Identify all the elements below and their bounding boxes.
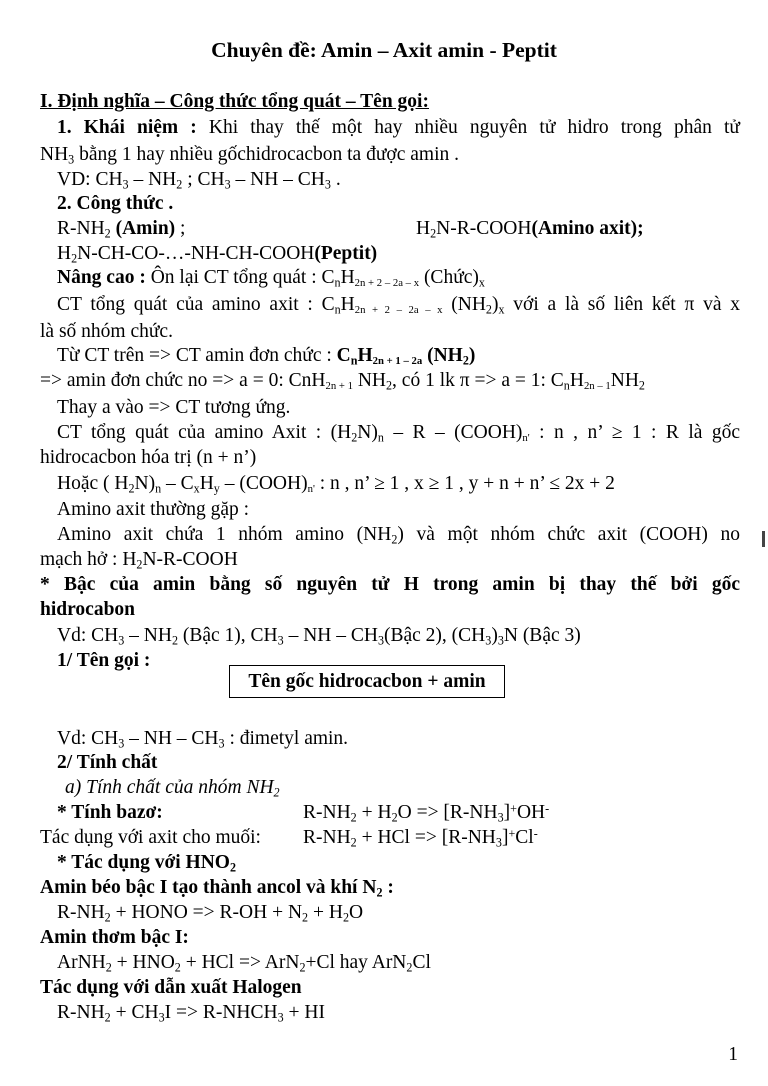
superscript: + xyxy=(508,826,516,841)
subscript: 3 xyxy=(224,177,231,192)
text: ArNH xyxy=(57,952,106,973)
text: (Chức) xyxy=(419,267,479,288)
subscript: 3 xyxy=(497,633,504,648)
peptit-formula xyxy=(57,244,740,264)
text: (Bậc 2), (CH xyxy=(384,625,486,646)
text: O => [R-NH xyxy=(397,802,498,823)
text: OH xyxy=(516,802,546,823)
text: + HONO => R-OH + N xyxy=(110,902,303,923)
subscript: n xyxy=(334,275,341,290)
text: , có 1 lk π => a = 1: C xyxy=(392,370,564,391)
subscript: 3 xyxy=(495,835,502,850)
subscript: 3 xyxy=(122,177,129,192)
properties-heading: 2/ Tính chất xyxy=(57,752,158,773)
text: N-R-COOH xyxy=(142,549,238,570)
subscript: 2 xyxy=(171,633,178,648)
text: + CH xyxy=(110,1002,159,1023)
definition-line-2 xyxy=(40,145,740,165)
subscript: 2 xyxy=(302,910,309,925)
saturated-amine-line xyxy=(40,371,740,391)
text: H xyxy=(569,370,584,391)
text: CT tổng quát của amino Axit : (H xyxy=(57,422,352,443)
naming-example-line xyxy=(57,729,740,749)
text: . xyxy=(330,169,341,190)
halogen-heading: Tác dụng với dẫn xuất Halogen xyxy=(40,977,302,998)
substitute-line: Thay a vào => CT tương ứng. xyxy=(57,397,291,418)
text: I => R-NHCH xyxy=(164,1002,278,1023)
text: a) Tính chất của nhóm NH xyxy=(65,777,274,798)
aromatic-amine-heading: Amin thơm bậc I: xyxy=(40,927,189,948)
text: + HCl => [R-NH xyxy=(356,827,496,848)
amino-acid-general-line-2: hidrocacbon hóa trị (n + n’) xyxy=(40,447,257,468)
halogen-equation xyxy=(57,1003,740,1023)
text: H xyxy=(57,243,72,264)
subscript: 2n + 2 – 2a – x xyxy=(354,304,443,316)
mono-amine-line xyxy=(57,346,740,366)
text: CT tổng quát của amino axit : C xyxy=(57,294,335,315)
amino-acid-contains-line xyxy=(57,525,740,545)
subscript: n xyxy=(155,481,162,496)
text: : n , n’ ≥ 1 , x ≥ 1 , y + n + n’ ≤ 2x + 2 xyxy=(314,473,615,494)
amino-general-line-2: là số nhóm chức. xyxy=(40,321,173,342)
amino-acid-formula xyxy=(416,219,740,239)
text: H xyxy=(340,267,355,288)
superscript: + xyxy=(510,801,517,816)
subscript: 2 xyxy=(350,835,357,850)
subscript: 3 xyxy=(118,736,125,751)
text: mạch hở : H xyxy=(40,549,137,570)
text: R-NH xyxy=(57,1002,105,1023)
subscript: 2 xyxy=(174,960,181,975)
subscript: 2 xyxy=(462,353,469,368)
text: * Tác dụng với HNO xyxy=(57,852,230,873)
subscript: 2 xyxy=(391,810,398,825)
subscript: 2 xyxy=(104,1010,111,1025)
subscript: 2 xyxy=(71,251,78,266)
nh2-properties-heading xyxy=(65,778,740,798)
subscript: n xyxy=(334,302,341,317)
subscript: 2n + 1 – 2a xyxy=(372,355,423,367)
subscript: 2 xyxy=(105,960,112,975)
advanced-label: Nâng cao : xyxy=(57,267,146,288)
text: + HI xyxy=(283,1002,325,1023)
text: + HNO xyxy=(111,952,175,973)
text: ) và một nhóm chức axit (COOH) no xyxy=(397,524,741,545)
amino-general-line xyxy=(57,295,740,315)
text: R-NH xyxy=(57,218,105,239)
text: – (COOH) xyxy=(219,473,308,494)
text: H xyxy=(199,473,214,494)
aliphatic-amine-heading xyxy=(40,878,740,898)
text: ) xyxy=(468,345,476,366)
amine-degree-line-1: * Bậc của amin bằng số nguyên tử H trong amin bị thay thế bởi gốc xyxy=(40,574,740,595)
text: C xyxy=(336,345,351,366)
acid-reaction-equation xyxy=(303,828,740,848)
text: Amino axit chứa 1 nhóm amino (NH xyxy=(57,524,392,545)
text: Cl xyxy=(515,827,534,848)
text: ) xyxy=(491,625,498,646)
text: ) xyxy=(491,294,499,315)
section-heading: I. Định nghĩa – Công thức tổng quát – Tên gọi: xyxy=(40,91,429,112)
common-amino-acid-line: Amino axit thường gặp : xyxy=(57,499,250,520)
subscript: 2 xyxy=(128,481,135,496)
advanced-line xyxy=(57,268,740,288)
subscript: n xyxy=(350,353,358,368)
text: – NH xyxy=(128,169,177,190)
aromatic-amine-equation xyxy=(57,953,740,973)
superscript: - xyxy=(545,801,550,816)
text: Hoặc ( H xyxy=(57,473,129,494)
page-title: Chuyên đề: Amin – Axit amin - Peptit xyxy=(211,38,557,62)
text: Vd: CH xyxy=(57,625,119,646)
subscript: n xyxy=(377,430,384,445)
hno2-heading xyxy=(57,853,740,873)
text: +Cl hay ArN xyxy=(305,952,407,973)
basicity-label: * Tính bazơ: xyxy=(57,802,163,823)
text: ] xyxy=(501,827,509,848)
text: với a là số liên kết π và x xyxy=(504,294,740,315)
subscript: 3 xyxy=(485,633,492,648)
subscript: 2 xyxy=(638,378,645,393)
subscript: 2 xyxy=(350,810,357,825)
subscript: 2 xyxy=(104,910,111,925)
definition-text: Khi thay thế một hay nhiều nguyên tử hidro trong phân tử xyxy=(196,117,740,138)
text: + HCl => ArN xyxy=(180,952,300,973)
text: O xyxy=(348,902,364,923)
naming-rule-box: Tên gốc hidrocacbon + amin xyxy=(229,665,505,698)
amino-acid-general-line xyxy=(57,423,740,443)
text: Cl xyxy=(412,952,431,973)
text: => amin đơn chức no => a = 0: CnH xyxy=(40,370,326,391)
text: – NH – CH xyxy=(230,169,325,190)
alternative-formula-line xyxy=(57,474,740,494)
text: NH xyxy=(352,370,386,391)
subscript: 3 xyxy=(324,177,331,192)
text: Vd: CH xyxy=(57,728,119,749)
text: bằng 1 hay nhiều gốchidrocacbon ta được amin . xyxy=(74,144,459,165)
subscript: 2 xyxy=(406,960,413,975)
text: : n , n’ ≥ 1 : R là gốc xyxy=(529,422,740,443)
subscript: n' xyxy=(307,483,315,495)
text: : đimetyl amin. xyxy=(224,728,349,749)
subscript: 2 xyxy=(273,785,280,800)
text: – C xyxy=(161,473,194,494)
text: (NH xyxy=(422,345,463,366)
text: + H xyxy=(308,902,343,923)
aliphatic-amine-equation xyxy=(57,903,740,923)
subscript: 3 xyxy=(158,1010,165,1025)
subscript: 2 xyxy=(229,860,237,875)
subscript: 2 xyxy=(391,532,398,547)
subscript: x xyxy=(498,302,505,317)
subscript: 3 xyxy=(377,633,384,648)
subscript: x xyxy=(478,275,485,290)
subscript: 3 xyxy=(68,152,75,167)
subscript: y xyxy=(213,481,220,496)
subscript: x xyxy=(193,481,200,496)
definition-line-1 xyxy=(57,118,740,138)
subscript: 3 xyxy=(118,633,125,648)
text: Amin béo bậc I tạo thành ancol và khí N xyxy=(40,877,377,898)
text: N-R-COOH xyxy=(436,218,532,239)
text: H xyxy=(416,218,431,239)
subscript: 2 xyxy=(299,960,306,975)
subscript: 3 xyxy=(277,1010,284,1025)
text: Từ CT trên => CT amin đơn chức : xyxy=(57,345,337,366)
text: ] xyxy=(503,802,511,823)
degree-example-line xyxy=(57,626,740,646)
subscript: 2 xyxy=(386,378,393,393)
formula-heading: 2. Công thức . xyxy=(57,193,174,214)
text: N) xyxy=(134,473,156,494)
edge-mark xyxy=(762,531,765,547)
subscript: 3 xyxy=(218,736,225,751)
subscript: 3 xyxy=(277,633,284,648)
subscript: 2 xyxy=(376,885,383,900)
text: (Amino axit); xyxy=(531,218,644,239)
subscript: n xyxy=(563,378,570,393)
text: N-CH-CO-…-NH-CH-COOH xyxy=(77,243,315,264)
subscript: 2n + 1 xyxy=(325,380,353,392)
subscript: 2 xyxy=(430,226,437,241)
text: (Peptit) xyxy=(314,243,378,264)
subscript: n' xyxy=(522,432,530,444)
definition-label: 1. Khái niệm : xyxy=(57,117,197,138)
text: + H xyxy=(356,802,392,823)
subscript: 2 xyxy=(342,910,349,925)
subscript: 2n – 1 xyxy=(583,380,611,392)
text: – R – (COOH) xyxy=(383,422,523,443)
text: ; CH xyxy=(182,169,225,190)
subscript: 2 xyxy=(485,302,492,317)
basicity-equation xyxy=(303,803,740,823)
text: R-NH xyxy=(303,802,351,823)
subscript: 2 xyxy=(351,430,358,445)
text: H xyxy=(357,345,373,366)
open-chain-line xyxy=(40,550,740,570)
text: : xyxy=(382,877,394,898)
subscript: 2 xyxy=(136,557,143,572)
text: N (Bậc 3) xyxy=(503,625,581,646)
naming-heading: 1/ Tên gọi : xyxy=(57,650,151,671)
subscript: 2n + 2 – 2a – x xyxy=(354,277,420,289)
text: Tác dụng với axit cho muối: xyxy=(40,827,261,848)
text: – NH – CH xyxy=(283,625,378,646)
text: Ôn lại CT tổng quát : C xyxy=(145,267,335,288)
example-line xyxy=(57,170,740,190)
subscript: 2 xyxy=(104,226,111,241)
text: – NH xyxy=(124,625,172,646)
text: H xyxy=(340,294,355,315)
text: – NH – CH xyxy=(124,728,219,749)
text: VD: CH xyxy=(57,169,123,190)
text: R-NH xyxy=(57,902,105,923)
text: N) xyxy=(357,422,378,443)
subscript: 3 xyxy=(497,810,504,825)
text: NH xyxy=(40,144,69,165)
text: (Amin) xyxy=(110,218,176,239)
text: (Bậc 1), CH xyxy=(177,625,278,646)
text: NH xyxy=(610,370,639,391)
page-number: 1 xyxy=(728,1044,738,1065)
text: R-NH xyxy=(303,827,351,848)
superscript: - xyxy=(533,826,538,841)
subscript: 2 xyxy=(176,177,183,192)
amine-degree-line-2: hidrocabon xyxy=(40,599,136,620)
text: ; xyxy=(175,218,186,239)
text: (NH xyxy=(442,294,486,315)
